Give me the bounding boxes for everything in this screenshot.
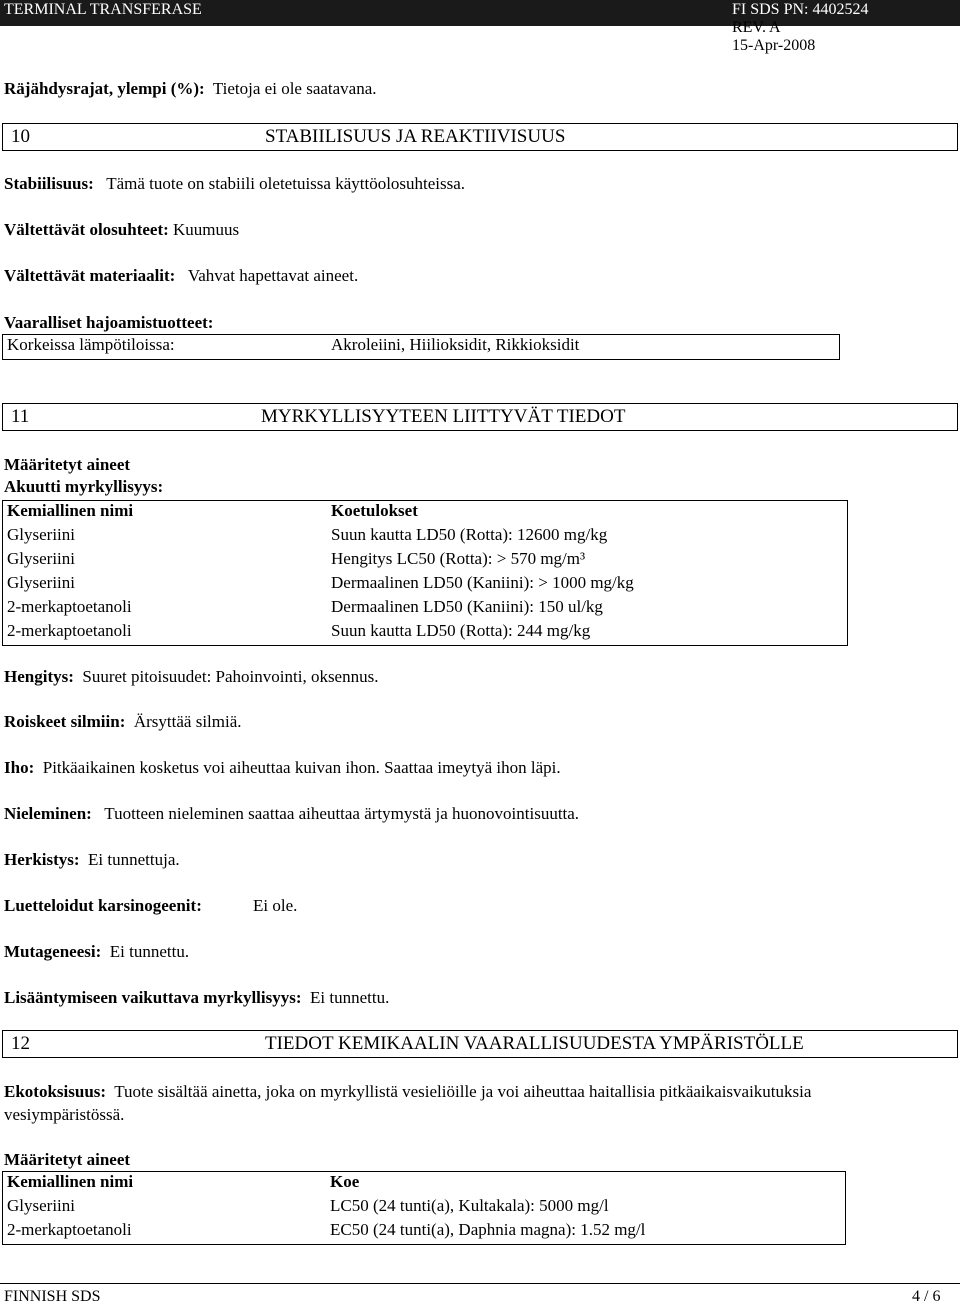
inhalation-row bbox=[4, 667, 378, 687]
conditions-row bbox=[4, 220, 239, 240]
conditions-label: Vältettävät olosuhteet: bbox=[4, 220, 169, 239]
section-number: 10 bbox=[11, 126, 30, 147]
table-row bbox=[3, 1196, 846, 1220]
footer-document-label: FINNISH SDS bbox=[4, 1288, 101, 1305]
decomposition-label: Vaaralliset hajoamistuotteet: bbox=[4, 313, 214, 332]
decomposition-condition: Korkeissa lämpötiloissa: bbox=[7, 335, 175, 354]
ecotoxicity-value: Tuote sisältää ainetta, joka on myrkyllistä vesieliöille ja voi aiheuttaa haitallisia pitkäaikaisvaikutuksia bbox=[114, 1082, 812, 1101]
eyes-label: Roiskeet silmiin: bbox=[4, 712, 126, 731]
sds-part-number: FI SDS PN: 4402524 bbox=[732, 1, 869, 18]
footer-divider bbox=[0, 1283, 960, 1284]
section-number: 12 bbox=[11, 1033, 30, 1054]
mutagenesis-value: Ei tunnettu. bbox=[109, 942, 190, 961]
stability-value: Tämä tuote on stabiili oletetuissa käyttöolosuhteissa. bbox=[106, 174, 466, 193]
test-result-cell: Hengitys LC50 (Rotta): > 570 mg/m³ bbox=[331, 549, 586, 568]
table-row bbox=[3, 573, 848, 597]
decomposition-products: Akroleiini, Hiilioksidit, Rikkioksidit bbox=[331, 335, 580, 354]
materials-row bbox=[4, 266, 358, 286]
chemical-name-cell: Glyseriini bbox=[7, 549, 75, 568]
test-result-cell: LC50 (24 tunti(a), Kultakala): 5000 mg/l bbox=[330, 1196, 609, 1215]
column-header-test: Koe bbox=[330, 1172, 360, 1191]
explosion-limit-label: Räjähdysrajat, ylempi (%): bbox=[4, 79, 205, 98]
chemical-name-cell: 2-merkaptoetanoli bbox=[7, 597, 132, 616]
materials-label: Vältettävät materiaalit: bbox=[4, 266, 176, 285]
table-row bbox=[3, 549, 848, 573]
skin-row bbox=[4, 758, 561, 778]
skin-value: Pitkäaikainen kosketus voi aiheuttaa kuivan ihon. Saattaa imeytyä ihon läpi. bbox=[42, 758, 561, 777]
inhalation-label: Hengitys: bbox=[4, 667, 74, 686]
reproductive-toxicity-row bbox=[4, 988, 389, 1008]
acute-toxicity-table bbox=[2, 500, 848, 646]
materials-value: Vahvat hapettavat aineet. bbox=[187, 266, 359, 285]
table-header-row bbox=[3, 1172, 846, 1197]
test-result-cell: Dermaalinen LD50 (Kaniini): > 1000 mg/kg bbox=[331, 573, 634, 592]
table-row bbox=[3, 1220, 846, 1245]
test-result-cell: EC50 (24 tunti(a), Daphnia magna): 1.52 mg/l bbox=[330, 1220, 646, 1239]
reproductive-toxicity-value: Ei tunnettu. bbox=[310, 988, 390, 1007]
eyes-row bbox=[4, 712, 242, 732]
carcinogens-value: Ei ole. bbox=[253, 896, 298, 915]
sensitization-label: Herkistys: bbox=[4, 850, 80, 869]
ecotoxicity-label: Ekotoksisuus: bbox=[4, 1082, 107, 1101]
section-title: STABIILISUUS JA REAKTIIVISUUS bbox=[265, 126, 566, 147]
test-result-cell: Dermaalinen LD50 (Kaniini): 150 ul/kg bbox=[331, 597, 603, 616]
table-row bbox=[3, 335, 840, 360]
defined-substances-label: Määritetyt aineet bbox=[4, 455, 131, 474]
sensitization-value: Ei tunnettuja. bbox=[88, 850, 180, 869]
section-number: 11 bbox=[11, 406, 30, 427]
chemical-name-cell: Glyseriini bbox=[7, 573, 75, 592]
acute-toxicity-label: Akuutti myrkyllisyys: bbox=[4, 477, 164, 496]
ecotoxicity-table bbox=[2, 1171, 846, 1245]
section-11-heading bbox=[2, 403, 958, 431]
section-12-heading bbox=[2, 1030, 958, 1058]
column-header-chemical-name: Kemiallinen nimi bbox=[7, 501, 134, 520]
stability-label: Stabiilisuus: bbox=[4, 174, 94, 193]
column-header-test-results: Koetulokset bbox=[331, 501, 418, 520]
mutagenesis-row bbox=[4, 942, 189, 962]
table-row bbox=[3, 525, 848, 549]
ecotoxicity-row bbox=[4, 1082, 811, 1102]
ecotoxicity-value-continued: vesiympäristössä. bbox=[4, 1105, 125, 1124]
chemical-name-cell: Glyseriini bbox=[7, 1196, 75, 1215]
ingestion-label: Nieleminen: bbox=[4, 804, 92, 823]
defined-substances-label: Määritetyt aineet bbox=[4, 1150, 131, 1169]
chemical-name-cell: 2-merkaptoetanoli bbox=[7, 1220, 132, 1239]
revision-label: REV. A bbox=[732, 19, 781, 36]
stability-row bbox=[4, 174, 465, 194]
section-title: TIEDOT KEMIKAALIN VAARALLISUUDESTA YMPÄRISTÖLLE bbox=[265, 1033, 804, 1054]
skin-label: Iho: bbox=[4, 758, 35, 777]
table-header-row bbox=[3, 501, 848, 526]
inhalation-value: Suuret pitoisuudet: Pahoinvointi, oksennus. bbox=[82, 667, 379, 686]
test-result-cell: Suun kautta LD50 (Rotta): 12600 mg/kg bbox=[331, 525, 608, 544]
mutagenesis-label: Mutageneesi: bbox=[4, 942, 102, 961]
page-number: 4 / 6 bbox=[912, 1288, 941, 1305]
document-header-bar bbox=[0, 0, 960, 26]
section-10-heading bbox=[2, 123, 958, 151]
decomposition-table bbox=[2, 334, 840, 360]
table-row bbox=[3, 621, 848, 646]
column-header-chemical-name: Kemiallinen nimi bbox=[7, 1172, 134, 1191]
table-row bbox=[3, 597, 848, 621]
section-title: MYRKYLLISYYTEEN LIITTYVÄT TIEDOT bbox=[261, 406, 626, 427]
chemical-name-cell: 2-merkaptoetanoli bbox=[7, 621, 132, 640]
chemical-name-cell: Glyseriini bbox=[7, 525, 75, 544]
ingestion-row bbox=[4, 804, 579, 824]
conditions-value: Kuumuus bbox=[173, 220, 240, 239]
carcinogens-row bbox=[4, 896, 202, 916]
eyes-value: Ärsyttää silmiä. bbox=[133, 712, 242, 731]
reproductive-toxicity-label: Lisääntymiseen vaikuttava myrkyllisyys: bbox=[4, 988, 302, 1007]
ingestion-value: Tuotteen nieleminen saattaa aiheuttaa ärtymystä ja huonovointisuutta. bbox=[104, 804, 580, 823]
explosion-limit-row bbox=[4, 79, 377, 99]
revision-date: 15-Apr-2008 bbox=[732, 37, 816, 54]
carcinogens-label: Luetteloidut karsinogeenit: bbox=[4, 896, 202, 915]
sensitization-row bbox=[4, 850, 180, 870]
explosion-limit-value: Tietoja ei ole saatavana. bbox=[212, 79, 377, 98]
product-name: TERMINAL TRANSFERASE bbox=[4, 1, 202, 18]
test-result-cell: Suun kautta LD50 (Rotta): 244 mg/kg bbox=[331, 621, 591, 640]
